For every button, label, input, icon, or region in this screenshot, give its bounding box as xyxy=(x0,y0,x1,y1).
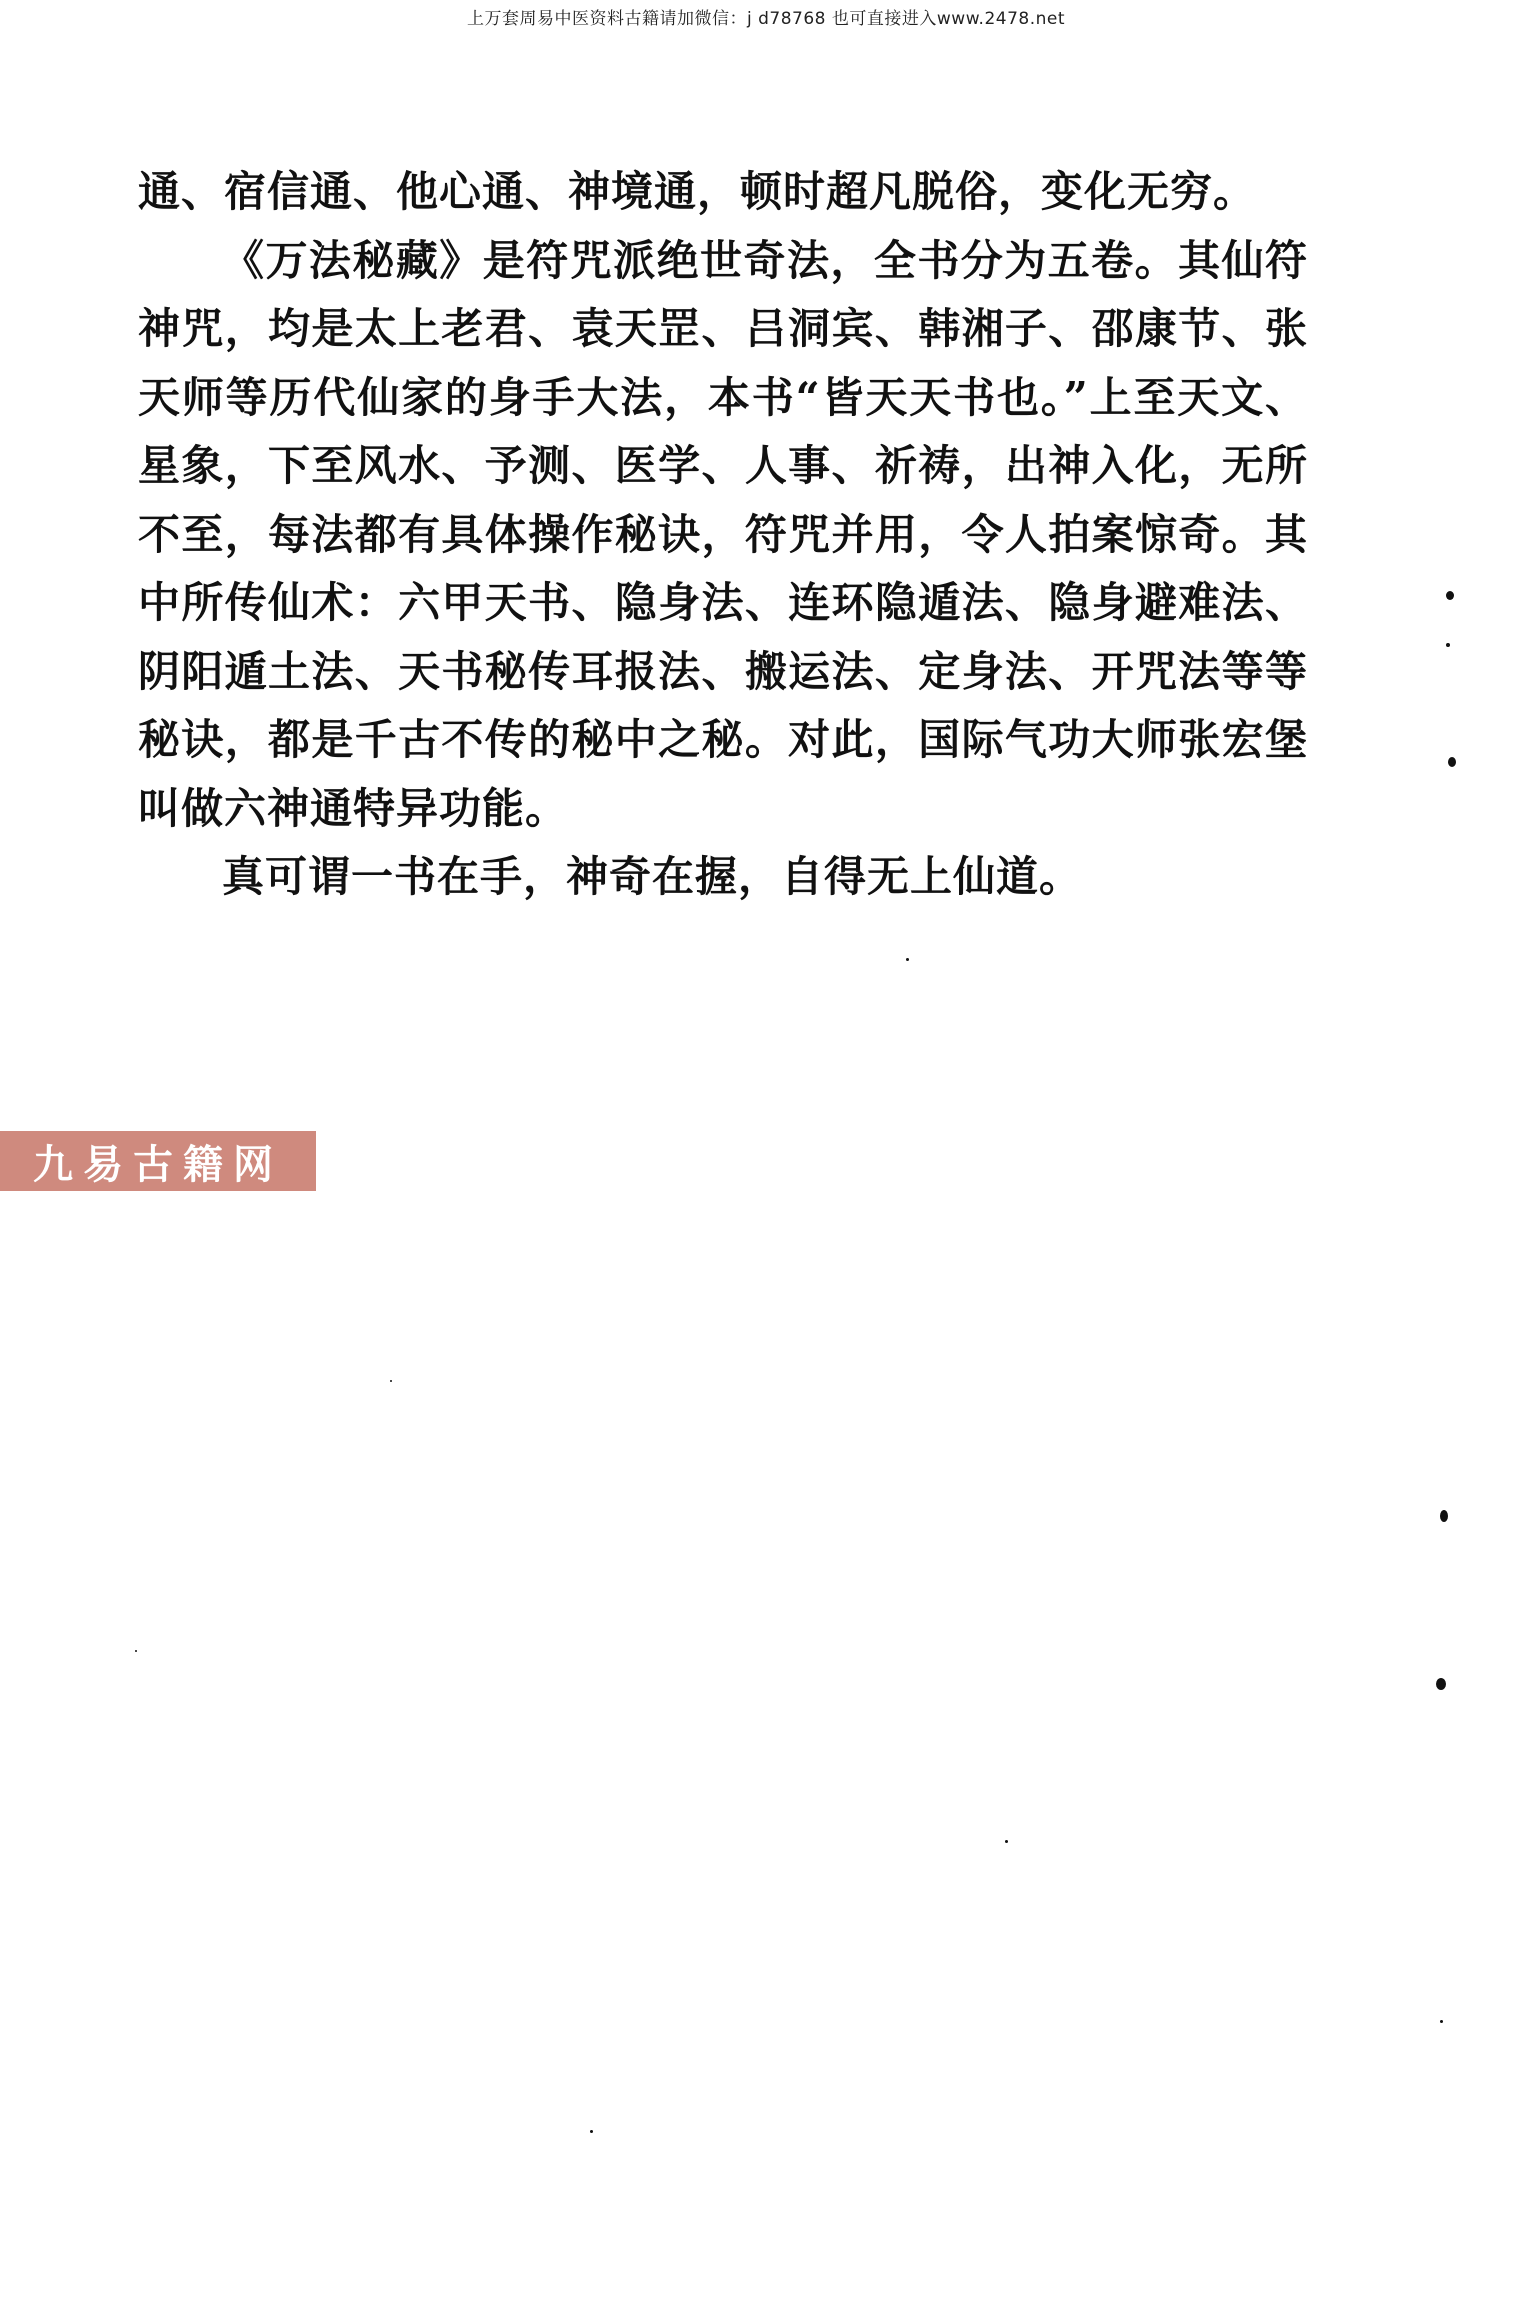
paragraph-3: 真可谓一书在手，神奇在握，自得无上仙道。 xyxy=(222,852,1083,901)
paragraph-1: 通、宿信通、他心通、神境通，顿时超凡脱俗，变化无穷。 xyxy=(138,167,1257,216)
scan-speck xyxy=(1440,2020,1443,2023)
scan-speck xyxy=(1440,1510,1448,1522)
watermark-text: 九易古籍网 xyxy=(33,1140,283,1188)
scan-speck xyxy=(1436,1678,1446,1690)
paragraph-2: 《万法秘藏》是符咒派绝世奇法，全书分为五卷。其仙符神咒，均是太上老君、袁天罡、吕洞宾、韩湘子、邵康节、张天师等历代仙家的身手大法，本书“皆天天书也。”上至天文、星象，下至风水、予测、医学、人事、祈祷，出神入化，无所不至，每法都有具体操作秘诀，符咒并用，令人拍案惊奇。其中所传仙术：六甲天书、隐身法、连环隐遁法、隐身避难法、阴阳遁土法、天书秘传耳报法、搬运法、定身法、开咒法等等秘诀，都是千古不传的秘中之秘。对此，国际气功大师张宏堡叫做六神通特异功能。 xyxy=(138,235,1308,833)
scan-speck xyxy=(1446,591,1454,600)
scan-speck xyxy=(590,2130,593,2133)
scan-speck xyxy=(1448,757,1456,767)
watermark-logo xyxy=(0,1131,316,1191)
scan-speck xyxy=(1446,643,1450,647)
scan-speck xyxy=(135,1650,137,1652)
body-text xyxy=(138,158,1308,912)
header-note: 上万套周易中医资料古籍请加微信：j d78768 也可直接进入www.2478.net xyxy=(466,9,1066,29)
scan-speck xyxy=(1005,1840,1008,1843)
scan-speck xyxy=(906,958,909,961)
scan-speck xyxy=(390,1380,392,1382)
